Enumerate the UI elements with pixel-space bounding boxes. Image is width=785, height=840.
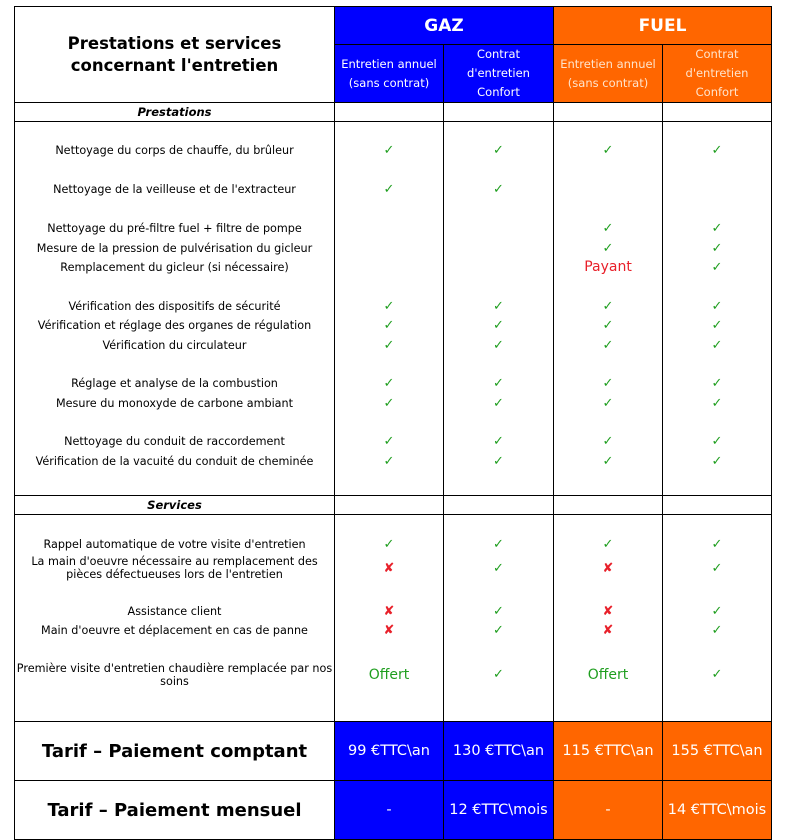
tarif-mensuel-label: Tarif – Paiement mensuel (15, 781, 335, 840)
check-icon: ✓ (383, 318, 395, 333)
check-icon: ✓ (493, 603, 504, 619)
row-label: Vérification des dispositifs de sécurité (68, 299, 281, 313)
check-icon: ✓ (602, 143, 614, 158)
fuel-header: FUEL (554, 7, 772, 45)
row-label-line: Première visite d'entretien chaudière remplacée par nos (16, 661, 333, 675)
empty-cell (554, 103, 663, 122)
check-icon: ✓ (493, 181, 504, 197)
col-gaz-contrat-services (444, 515, 554, 722)
row-label: Vérification du circulateur (102, 338, 247, 352)
check-icon: ✓ (493, 337, 504, 353)
check-icon: ✓ (493, 395, 504, 411)
price-gaz-contrat-comptant: 130 €TTC\an (444, 722, 554, 781)
check-icon: ✓ (493, 143, 504, 158)
row-label: Nettoyage du conduit de raccordement (64, 435, 285, 448)
check-icon: ✓ (602, 453, 614, 469)
row-label-line: pièces défectueuses lors de l'entretien (66, 568, 283, 581)
cross-icon: ✘ (602, 560, 614, 576)
empty-cell (444, 103, 554, 122)
row-label: Nettoyage de la veilleuse et de l'extracteur (53, 182, 296, 196)
col-fuel-contrat-prestations (663, 122, 772, 496)
cross-icon: ✘ (383, 560, 395, 576)
row-label-line: soins (160, 674, 189, 688)
price-gaz-annuel-comptant: 99 €TTC\an (335, 722, 444, 781)
section-prestations: Prestations (15, 103, 335, 122)
empty-cell (335, 103, 444, 122)
check-icon: ✓ (602, 434, 614, 449)
check-icon: ✓ (602, 318, 614, 333)
check-icon: ✓ (383, 143, 395, 158)
cross-icon: ✘ (383, 623, 395, 638)
col-fuel-contrat-line1: Contrat d'entretien (685, 47, 749, 80)
empty-cell (554, 496, 663, 515)
check-icon: ✓ (711, 298, 723, 314)
check-icon: ✓ (711, 453, 723, 469)
col-gaz-contrat-header (444, 45, 554, 103)
comparison-table (14, 6, 772, 840)
gaz-header: GAZ (335, 7, 554, 45)
check-icon: ✓ (711, 667, 723, 682)
col-gaz-annuel-header (335, 45, 444, 103)
price-fuel-contrat-comptant: 155 €TTC\an (663, 722, 772, 781)
check-icon: ✓ (493, 434, 504, 449)
offert-label: Offert (587, 666, 629, 683)
check-icon: ✓ (711, 376, 723, 391)
check-icon: ✓ (383, 181, 395, 197)
row-label: Remplacement du gicleur (si nécessaire) (60, 261, 289, 274)
table-title (15, 7, 335, 103)
col-gaz-annuel-line1: Entretien annuel (341, 56, 437, 71)
price-fuel-contrat-mensuel: 14 €TTC\mois (663, 781, 772, 840)
check-icon: ✓ (383, 298, 395, 314)
check-icon: ✓ (711, 337, 723, 353)
check-icon: ✓ (711, 318, 723, 333)
col-fuel-annuel-prestations (554, 122, 663, 496)
check-icon: ✓ (602, 221, 614, 236)
title-line2: concernant l'entretien (70, 55, 279, 75)
section-services: Services (15, 496, 335, 515)
empty-cell (444, 496, 554, 515)
check-icon: ✓ (711, 260, 723, 275)
check-icon: ✓ (711, 240, 723, 256)
check-icon: ✓ (711, 434, 723, 449)
check-icon: ✓ (602, 537, 614, 552)
col-gaz-contrat-line2: Confort (477, 85, 520, 99)
col-gaz-contrat-line1: Contrat d'entretien (467, 47, 530, 80)
row-label: Rappel automatique de votre visite d'entretien (43, 538, 306, 551)
check-icon: ✓ (711, 143, 723, 158)
tarif-comptant-label: Tarif – Paiement comptant (15, 722, 335, 781)
check-icon: ✓ (711, 603, 723, 619)
check-icon: ✓ (383, 337, 395, 353)
row-label: Nettoyage du pré-filtre fuel + filtre de pompe (47, 222, 302, 235)
services-labels (15, 515, 335, 722)
check-icon: ✓ (711, 537, 723, 552)
check-icon: ✓ (493, 667, 504, 682)
col-fuel-annuel-line1: Entretien annuel (560, 56, 656, 71)
payant-label: Payant (584, 259, 632, 275)
row-label: Assistance client (127, 604, 222, 618)
title-line1: Prestations et services (67, 33, 282, 53)
col-gaz-annuel-services (335, 515, 444, 722)
col-gaz-contrat-prestations (444, 122, 554, 496)
col-gaz-annuel-prestations (335, 122, 444, 496)
row-label: Mesure de la pression de pulvérisation du gicleur (36, 241, 313, 255)
price-gaz-contrat-mensuel: 12 €TTC\mois (444, 781, 554, 840)
check-icon: ✓ (493, 376, 504, 391)
col-fuel-contrat-header (663, 45, 772, 103)
check-icon: ✓ (493, 537, 504, 552)
col-fuel-contrat-line2: Confort (695, 85, 739, 99)
col-fuel-annuel-services (554, 515, 663, 722)
check-icon: ✓ (383, 434, 395, 449)
check-icon: ✓ (711, 395, 723, 411)
check-icon: ✓ (602, 240, 614, 256)
check-icon: ✓ (711, 221, 723, 236)
col-fuel-annuel-line2: (sans contrat) (567, 75, 649, 90)
check-icon: ✓ (493, 298, 504, 314)
check-icon: ✓ (493, 318, 504, 333)
col-fuel-annuel-header (554, 45, 663, 103)
row-label: Vérification et réglage des organes de régulation (37, 319, 312, 332)
row-label: Nettoyage du corps de chauffe, du brûleur (55, 144, 294, 157)
col-fuel-contrat-services (663, 515, 772, 722)
prestations-labels (15, 122, 335, 496)
check-icon: ✓ (493, 453, 504, 469)
check-icon: ✓ (383, 537, 395, 552)
check-icon: ✓ (493, 560, 504, 576)
row-label: Mesure du monoxyde de carbone ambiant (55, 396, 294, 410)
price-fuel-annuel-comptant: 115 €TTC\an (554, 722, 663, 781)
price-fuel-annuel-mensuel: - (554, 781, 663, 840)
check-icon: ✓ (383, 453, 395, 469)
check-icon: ✓ (711, 560, 723, 576)
check-icon: ✓ (602, 395, 614, 411)
empty-cell (663, 496, 772, 515)
empty-cell (663, 103, 772, 122)
offert-label: Offert (368, 666, 410, 683)
check-icon: ✓ (383, 376, 395, 391)
check-icon: ✓ (602, 298, 614, 314)
row-label: Réglage et analyse de la combustion (71, 377, 278, 390)
empty-cell (335, 496, 444, 515)
row-label (15, 555, 334, 582)
row-label (15, 659, 334, 691)
row-label: Vérification de la vacuité du conduit de cheminée (35, 454, 314, 468)
row-label: Main d'oeuvre et déplacement en cas de panne (41, 624, 308, 637)
cross-icon: ✘ (602, 623, 614, 638)
cross-icon: ✘ (383, 603, 395, 619)
col-gaz-annuel-line2: (sans contrat) (348, 75, 430, 90)
check-icon: ✓ (602, 376, 614, 391)
check-icon: ✓ (711, 623, 723, 638)
cross-icon: ✘ (602, 603, 614, 619)
row-label-line: La main d'oeuvre nécessaire au remplacement des (31, 555, 318, 568)
check-icon: ✓ (383, 395, 395, 411)
price-gaz-annuel-mensuel: - (335, 781, 444, 840)
tarif-table-wrapper (14, 6, 772, 840)
check-icon: ✓ (602, 337, 614, 353)
check-icon: ✓ (493, 623, 504, 638)
